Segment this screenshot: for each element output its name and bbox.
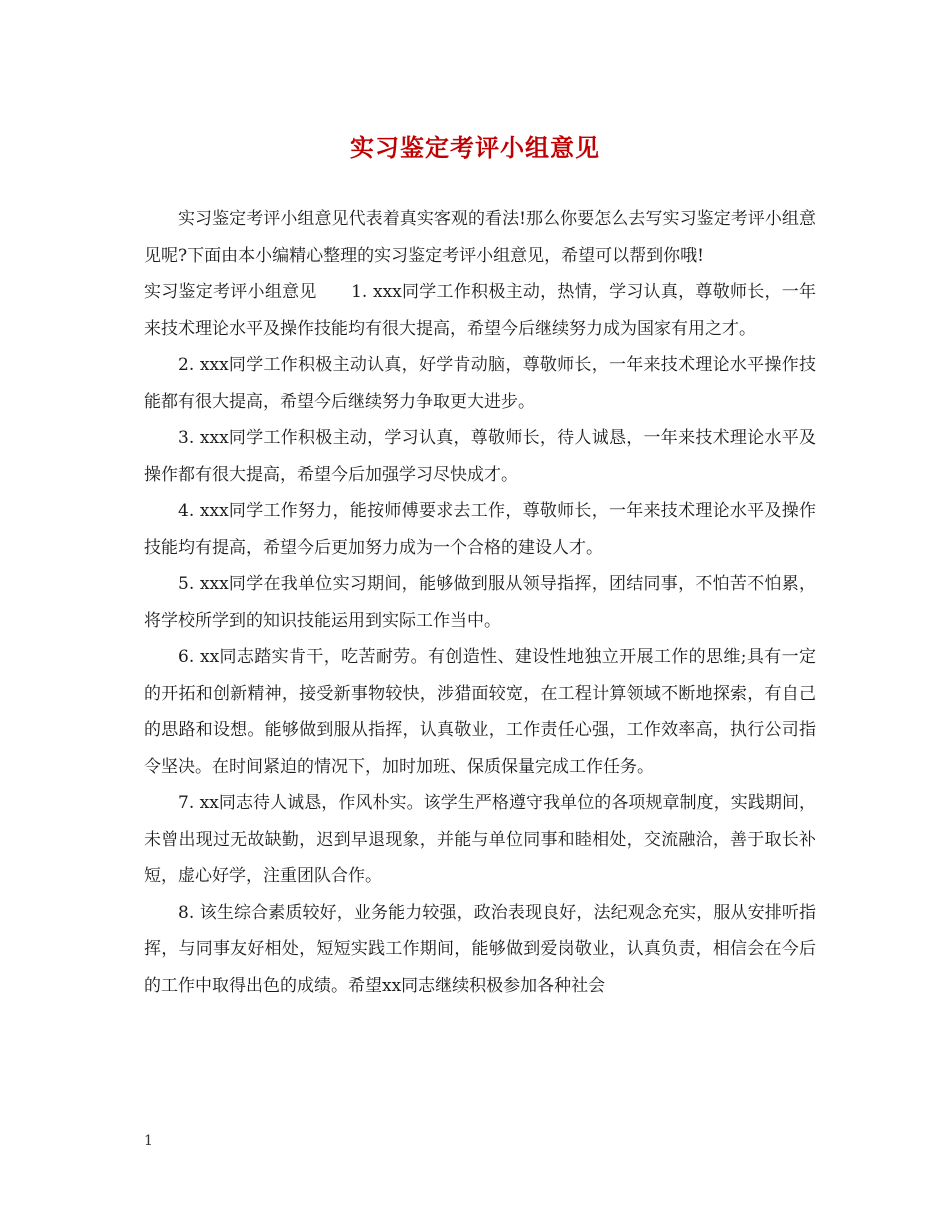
paragraph-item-7: 7. xx同志待人诚恳，作风朴实。该学生严格遵守我单位的各项规章制度，实践期间，未曾出现过无故缺勤，迟到早退现象，并能与单位同事和睦相处，交流融洽，善于取长补短，虚心好学，注重团队合作。 — [144, 793, 816, 886]
document-body — [144, 201, 816, 1004]
paragraph-intro: 实习鉴定考评小组意见代表着真实客观的看法!那么你要怎么去写实习鉴定考评小组意见呢?下面由本小编精心整理的实习鉴定考评小组意见，希望可以帮到你哦! — [144, 209, 816, 266]
document-title: 实习鉴定考评小组意见 — [350, 133, 600, 162]
paragraph-item-8: 8. 该生综合素质较好，业务能力较强，政治表现良好，法纪观念充实，服从安排听指挥，与同事友好相处，短短实践工作期间，能够做到爱岗敬业，认真负责，相信会在今后的工作中取得出色的成绩。希望xx同志继续积极参加各种社会 — [144, 902, 816, 996]
paragraph-item-4: 4. xxx同学工作努力，能按师傅要求去工作，尊敬师长，一年来技术理论水平及操作技能均有提高，希望今后更加努力成为一个合格的建设人才。 — [144, 501, 816, 558]
paragraph-item-6: 6. xx同志踏实肯干，吃苦耐劳。有创造性、建设性地独立开展工作的思维;具有一定的开拓和创新精神，接受新事物较快，涉猎面较宽，在工程计算领域不断地探索，有自己的思路和设想。能够做到服从指挥，认真敬业，工作责任心强，工作效率高，执行公司指令坚决。在时间紧迫的情况下，加时加班、保质保量完成工作任务。 — [144, 647, 816, 777]
paragraph-item-5: 5. xxx同学在我单位实习期间，能够做到服从领导指挥，团结同事，不怕苦不怕累，将学校所学到的知识技能运用到实际工作当中。 — [144, 574, 816, 631]
paragraph-item-1: 实习鉴定考评小组意见 1. xxx同学工作积极主动，热情，学习认真，尊敬师长，一年来技术理论水平及操作技能均有很大提高，希望今后继续努力成为国家有用之才。 — [144, 282, 816, 339]
page-number: 1 — [144, 1133, 153, 1149]
paragraph-item-2: 2. xxx同学工作积极主动认真，好学肯动脑，尊敬师长，一年来技术理论水平操作技能都有很大提高，希望今后继续努力争取更大进步。 — [144, 355, 816, 412]
paragraph-item-3: 3. xxx同学工作积极主动，学习认真，尊敬师长，待人诚恳，一年来技术理论水平及操作都有很大提高，希望今后加强学习尽快成才。 — [144, 428, 816, 485]
